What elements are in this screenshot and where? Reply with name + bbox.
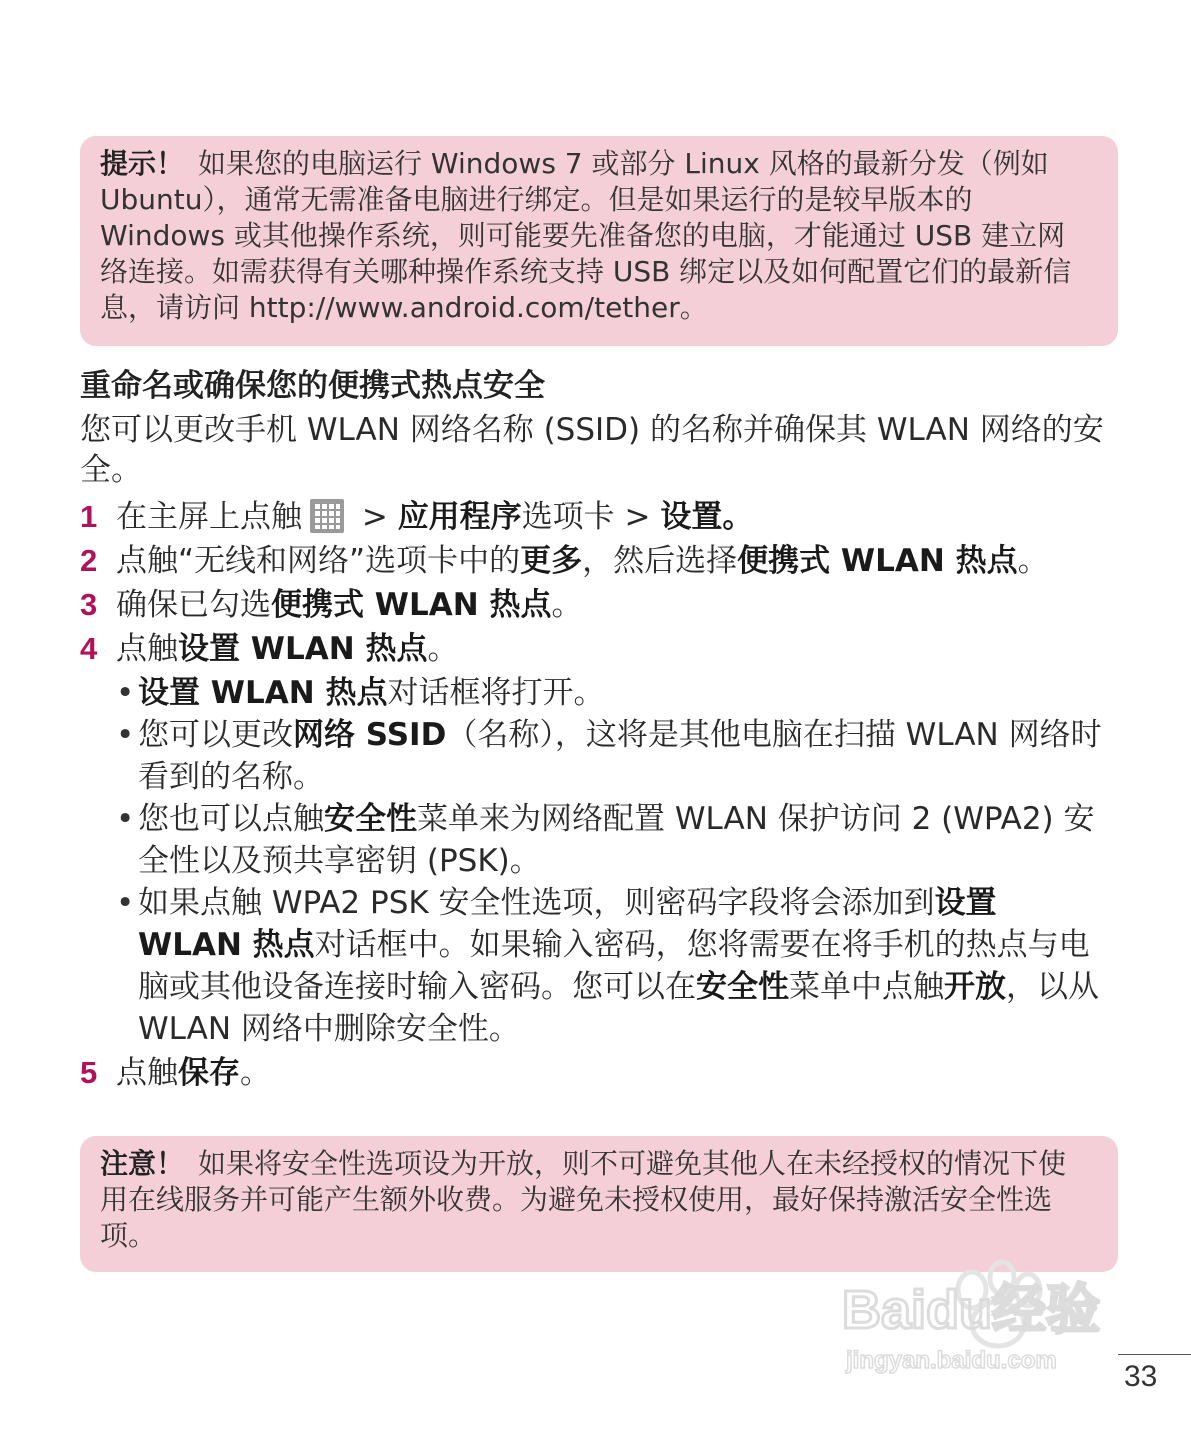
portable-hotspot-label: 便携式 WLAN 热点 bbox=[271, 587, 552, 623]
step-text: 点触 bbox=[116, 1055, 178, 1091]
bullet-text: 如果点触 WPA2 PSK 安全性选项，则密码字段将会添加到 bbox=[138, 885, 935, 921]
baidu-watermark bbox=[832, 1248, 1132, 1388]
apps-tab-label: 应用程序 bbox=[397, 499, 522, 535]
step-2 bbox=[80, 540, 1110, 582]
step-text: 。 bbox=[551, 587, 583, 623]
step-text: > bbox=[352, 499, 398, 535]
portable-hotspot-label: 便携式 WLAN 热点 bbox=[737, 543, 1018, 579]
bullet-text: ，以从 WLAN 网络中删除安全性。 bbox=[138, 969, 1099, 1047]
steps-list bbox=[80, 496, 1110, 1094]
security-label: 安全性 bbox=[696, 969, 789, 1005]
tip-label: 提示！ bbox=[100, 147, 185, 180]
step-text: 点触“无线和网络”选项卡中的 bbox=[116, 543, 521, 579]
section-intro: 您可以更改手机 WLAN 网络名称 (SSID) 的名称并确保其 WLAN 网络的安全。 bbox=[80, 412, 1104, 488]
page-rule bbox=[1118, 1354, 1191, 1355]
bullet-item bbox=[80, 882, 1110, 1050]
step-3 bbox=[80, 584, 1110, 626]
step-4-bullets bbox=[80, 672, 1110, 1050]
settings-label: 设置。 bbox=[660, 499, 754, 535]
bullet-text: （名称），这将是其他电脑在扫描 WLAN 网络时看到的名称。 bbox=[138, 717, 1102, 795]
step-text: 确保已勾选 bbox=[116, 587, 271, 623]
step-number: 2 bbox=[80, 543, 98, 578]
tip-text: 如果您的电脑运行 Windows 7 或部分 Linux 风格的最新分发（例如 Ubuntu），通常无需准备电脑进行绑定。但是如果运行的是较早版本的 Windows 或其他操作系统，则可能要先准备您的电脑，才能通过 USB 建立网络连接。如需获得有关哪种操作系统支持 USB 绑定以及如何配置它们的最新信息，请访问 http://www.android.com/tether。 bbox=[100, 147, 1072, 324]
setup-hotspot-label: 设置 WLAN 热点 bbox=[138, 675, 388, 711]
caution-text: 如果将安全性选项设为开放，则不可避免其他人在未经授权的情况下使用在线服务并可能产生额外收费。为避免未授权使用，最好保持激活安全性选项。 bbox=[100, 1147, 1067, 1252]
setup-hotspot-label: 设置 WLAN 热点 bbox=[138, 885, 997, 963]
bullet-text: 菜单来为网络配置 WLAN 保护访问 2 (WPA2) 安全性以及预共享密钥 (PSK)。 bbox=[138, 801, 1095, 879]
bullet-text: 菜单中点触 bbox=[789, 969, 944, 1005]
bullet-text: 您也可以点触 bbox=[138, 801, 324, 837]
bullet-item bbox=[80, 798, 1110, 882]
step-number: 4 bbox=[80, 631, 98, 666]
bullet-item bbox=[80, 672, 1110, 714]
step-number: 3 bbox=[80, 587, 98, 622]
bullet-text: 对话框将打开。 bbox=[387, 675, 605, 711]
watermark-brand: Baidu经验 bbox=[842, 1280, 1101, 1340]
step-text: ，然后选择 bbox=[582, 543, 738, 579]
open-label: 开放 bbox=[944, 969, 1006, 1005]
step-1 bbox=[80, 496, 1110, 538]
tip-box bbox=[80, 136, 1118, 346]
paw-logo-icon bbox=[832, 1248, 1132, 1388]
save-label: 保存 bbox=[178, 1055, 240, 1091]
bullet-item bbox=[80, 714, 1110, 798]
step-text: 。 bbox=[240, 1055, 271, 1091]
step-number: 5 bbox=[80, 1055, 98, 1090]
step-text: 。 bbox=[1017, 543, 1049, 579]
network-ssid-label: 网络 SSID bbox=[293, 717, 447, 753]
security-label: 安全性 bbox=[324, 801, 417, 837]
page-number: 33 bbox=[1124, 1360, 1158, 1393]
step-text: 点触 bbox=[116, 631, 178, 667]
bullet-text: 对话框中。如果输入密码，您将需要在将手机的热点与电脑或其他设备连接时输入密码。您可以在 bbox=[138, 927, 1090, 1005]
step-number: 1 bbox=[80, 499, 98, 534]
hotspot-section bbox=[80, 366, 1110, 1094]
apps-grid-icon bbox=[310, 499, 344, 533]
step-text: 选项卡 > bbox=[521, 499, 661, 535]
bullet-text: 您可以更改 bbox=[138, 717, 293, 753]
step-5 bbox=[80, 1052, 1110, 1094]
step-4 bbox=[80, 628, 1110, 670]
section-title: 重命名或确保您的便携式热点安全 bbox=[80, 368, 545, 404]
step-text: 。 bbox=[427, 631, 459, 667]
caution-label: 注意！ bbox=[100, 1147, 185, 1180]
step-text: 在主屏上点触 bbox=[116, 499, 302, 535]
watermark-url: jingyan.baidu.com bbox=[846, 1347, 1057, 1374]
setup-hotspot-label: 设置 WLAN 热点 bbox=[178, 631, 428, 667]
more-label: 更多 bbox=[520, 543, 583, 579]
